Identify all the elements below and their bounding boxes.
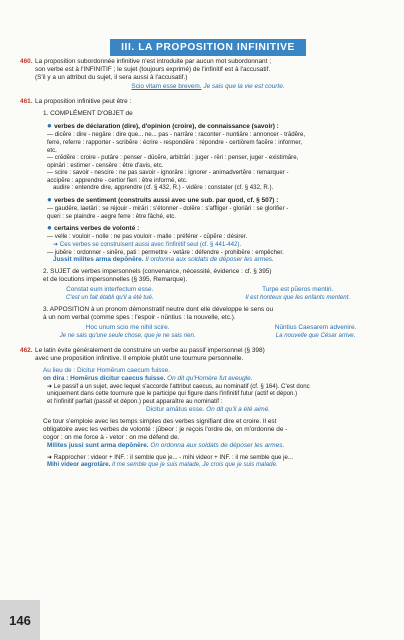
text-line: 2. SUJET de verbes impersonnels (convenance, nécessité, évidence : cf. § 395) <box>43 268 272 276</box>
bullet-icon: ● <box>47 223 55 233</box>
bullet-icon: ● <box>47 195 55 205</box>
french-translation: Il me semble que je suis malade, Je crois que je suis malade. <box>112 461 278 469</box>
french-translation: On ordonna aux soldats de déposer les armes. <box>150 441 285 449</box>
text-line: — dicĕre : dire - negāre : dire que... ne... pas - narrāre : raconter - nuntiāre : annoncer - trādĕre, <box>47 131 306 139</box>
latin-example: Nūntius Caesarem advenire. <box>274 324 357 332</box>
latin-example: Hoc unum scio me nihil scire. <box>85 324 170 332</box>
text-line: accipĕre : apprendre - certior fieri : être informé, etc. <box>47 176 188 184</box>
latin-example: Scio vitam esse brevem. <box>131 83 202 91</box>
remark-line: ➜ Ces verbes se construisent aussi avec l'infinitif seul (cf. § 441-442). <box>53 240 242 248</box>
latin-example: on dira : Homērus dicitur caecus fuisse. <box>43 374 166 382</box>
text-line: — crēdĕre : croire - putāre : penser - dūcĕre, arbitrāri : juger - rēri : penser, juger - existimāre, <box>47 154 299 162</box>
text-line: 3. APPOSITION à un pronom démonstratif neutre dont elle développe le sens ou <box>43 305 274 313</box>
text-line: — gaudēre, laetāri : se réjouir - mirāri : s'étonner - dolēre : s'affliger - gloriāri : se glorifier - <box>47 205 289 213</box>
text-line: La proposition subordonnée infinitive n'est introduite par aucun mot subordonnant ; <box>35 58 271 65</box>
paragraph-number: 460. <box>20 58 33 65</box>
latin-example: Constat eum interfectum esse. <box>66 286 154 294</box>
subsection-heading: 1. COMPLÉMENT D'OBJET de <box>43 110 133 118</box>
remark-line: ➜ Rapprocher : videor + INF. : il semble que je... - mihi videor + INF. : il me semble que je... <box>47 453 293 461</box>
french-translation: Je ne sais qu'une seule chose, que je ne sais rien. <box>59 332 196 340</box>
group-heading: verbes de sentiment (construits aussi avec une sub. par quod, cf. § 507) : <box>54 197 279 205</box>
page-number: 146 <box>0 600 40 640</box>
paragraph-number: 461. <box>20 98 33 106</box>
section-heading: III. LA PROPOSITION INFINITIVE <box>110 39 306 56</box>
text-line: obligatoire avec les verbes de volonté : jŭbeor : je reçois l'ordre de, on m'ordonne de - <box>43 425 288 433</box>
text-line: — scire : savoir - nescire : ne pas savoir - ignorāre : ignorer - animadvertĕre : remarquer - <box>47 169 289 177</box>
page-body <box>20 58 396 469</box>
text-line: La proposition infinitive peut être : <box>35 98 132 106</box>
paragraph-461 <box>20 98 396 339</box>
paragraph-462 <box>20 347 396 469</box>
paragraph-number: 462. <box>20 346 33 354</box>
latin-example: Mihi videor aegrotāre. <box>47 461 111 469</box>
text-line: cogor : on me force à - vetor : on me défend de. <box>43 433 180 441</box>
remark-line: ➜ Le passif a un sujet, avec lequel s'accorde l'attribut caecus, au nominatif (cf. § 164). C'est donc <box>47 382 310 390</box>
text-line: Ce tour s'emploie avec les temps simples des verbes signifiant dire et croire. Il est <box>43 417 277 425</box>
french-translation: La nouvelle que César arrive. <box>275 332 356 340</box>
french-translation: On dit qu'Homère fut aveugle. <box>167 374 253 382</box>
latin-example: Jussit milites arma depōnĕre. <box>53 256 144 264</box>
text-line: et de locutions impersonnelles (§ 395, Remarque). <box>43 276 188 284</box>
latin-example: Au lieu de : Dicitur Homērum caecum fuisse. <box>43 366 171 374</box>
text-line: Le latin évite généralement de construire un verbe au passif impersonnel (§ 398) <box>35 346 265 354</box>
remark-line: uniquement dans cette tournure que le participe qui figure dans l'infinitif futur (actif et dépon.) <box>47 390 298 398</box>
paragraph-460 <box>20 58 396 91</box>
group-heading: certains verbes de volonté : <box>54 225 140 233</box>
bullet-icon: ● <box>47 121 55 131</box>
latin-example: Turpe est pŭeros mentiri. <box>262 286 334 294</box>
french-translation: C'est un fait établi qu'il a été tué. <box>65 294 154 302</box>
remark-line: et l'infinitif parfait (passif et dépon.) peut apparaître au nominatif : <box>47 398 223 406</box>
text-line: à un nom verbal (comme spes : l'espoir - nūntius : la nouvelle, etc.). <box>43 313 236 321</box>
text-line: (S'il y a un attribut du sujet, il sera aussi à l'accusatif.) <box>35 74 188 82</box>
group-heading: verbes de déclaration (dire), d'opinion (croire), de connaissance (savoir) : <box>54 123 279 131</box>
french-translation: On dit qu'il a été aimé. <box>206 405 270 413</box>
text-line: — velle : vouloir - nolle : ne pas vouloir - malle : préférer - cŭpĕre : désirer. <box>47 233 248 241</box>
text-line: ferre, referre : rapporter - scribĕre : écrire - respondēre : répondre - certiōrem facĕre : informer, <box>47 138 303 146</box>
french-translation: Je sais que la vie est courte. <box>203 83 285 91</box>
latin-example: Dicitur amātus esse. <box>146 405 205 413</box>
text-line: son verbe est à l'INFINITIF ; le sujet (toujours exprimé) de l'infinitif est à l'accusatif. <box>35 66 271 74</box>
text-line: opināri : estimer - censēre : être d'avis, etc. <box>47 161 164 169</box>
text-line: — jubēre : ordonner - sinĕre, pati : permettre - vetāre : défendre - prohibēre : empêcher. <box>47 248 284 256</box>
french-translation: Il ordonna aux soldats de déposer les armes. <box>145 256 274 264</box>
text-line: etc. <box>47 146 57 154</box>
text-line: avec une proposition infinitive. Il emploie plutôt une tournure personnelle. <box>35 354 244 362</box>
latin-example: Milites jussi sunt arma depōnĕre. <box>47 441 149 449</box>
text-line: audire : entendre dire, apprendre (cf. § 432, R.) - vidēre : constater (cf. § 432, R.). <box>53 184 274 192</box>
text-line: queri : se plaindre - aegre ferre : être fâché, etc. <box>47 212 177 220</box>
french-translation: Il est honteux que les enfants mentent. <box>245 294 351 302</box>
